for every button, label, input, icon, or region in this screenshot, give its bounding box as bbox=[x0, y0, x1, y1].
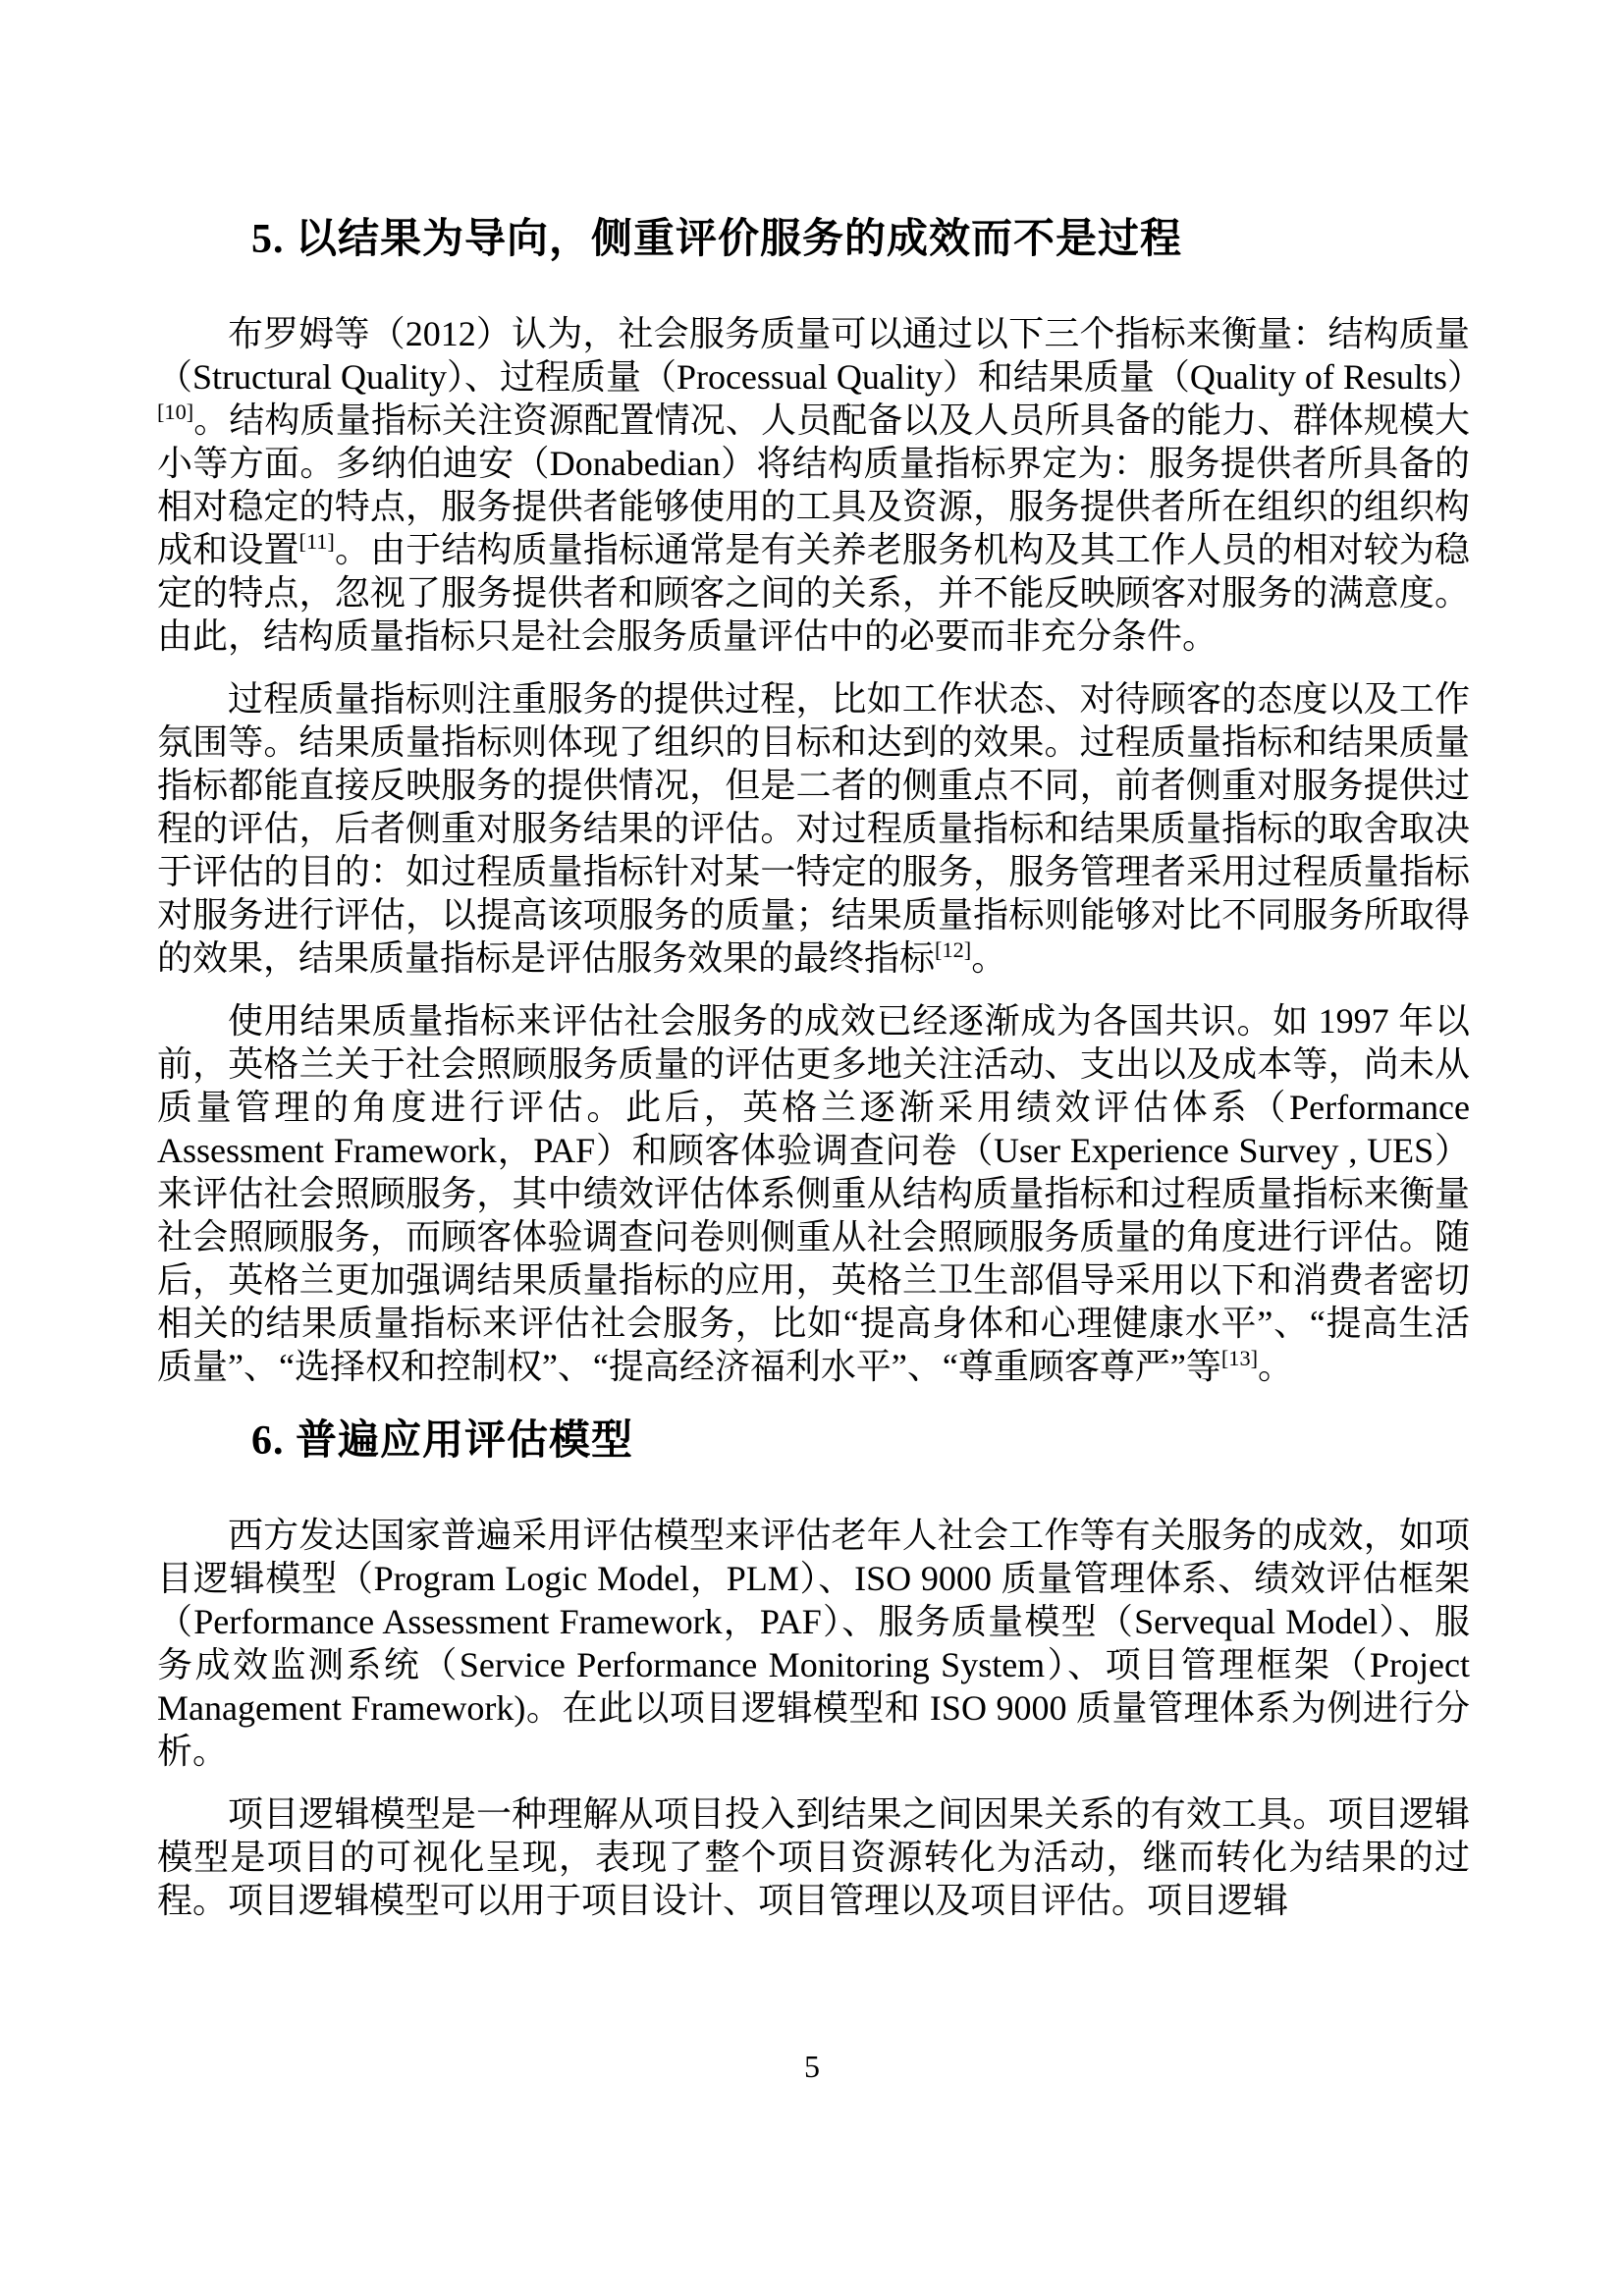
paragraph: 过程质量指标则注重服务的提供过程，比如工作状态、对待顾客的态度以及工作氛围等。结果质量指标则体现了组织的目标和达到的效果。过程质量指标和结果质量指标都能直接反映服务的提供情况，但是二者的侧重点不同，前者侧重对服务提供过程的评估，后者侧重对服务结果的评估。对过程质量指标和结果质量指标的取舍取决于评估的目的：如过程质量指标针对某一特定的服务，服务管理者采用过程质量指标对服务进行评估，以提高该项服务的质量；结果质量指标则能够对比不同服务所取得的效果，结果质量指标是评估服务效果的最终指标[12]。 bbox=[157, 679, 1470, 978]
paragraph: 布罗姆等（2012）认为，社会服务质量可以通过以下三个指标来衡量：结构质量（Structural Quality）、过程质量（Processual Quality）和结果质量（Quality of Results）[10]。结构质量指标关注资源配置情况、人员配备以及人员所具备的能力、群体规模大小等方面。多纳伯迪安（Donabedian）将结构质量指标界定为：服务提供者所具备的相对稳定的特点，服务提供者能够使用的工具及资源，服务提供者所在组织的组织构成和设置[11]。由于结构质量指标通常是有关养老服务机构及其工作人员的相对较为稳定的特点，忽视了服务提供者和顾客之间的关系，并不能反映顾客对服务的满意度。由此，结构质量指标只是社会服务质量评估中的必要而非充分条件。 bbox=[157, 314, 1483, 656]
section-heading-6: 6. 普遍应用评估模型 bbox=[251, 1418, 634, 1464]
page-content bbox=[157, 214, 1483, 1942]
paragraph: 使用结果质量指标来评估社会服务的成效已经逐渐成为各国共识。如 1997 年以前，英格兰关于社会照顾服务质量的评估更多地关注活动、支出以及成本等，尚未从质量管理的角度进行评估。此后，英格兰逐渐采用绩效评估体系（Performance Assessment Framework，PAF）和顾客体验调查问卷（User Experience Survey , UES）来评估社会照顾服务，其中绩效评估体系侧重从结构质量指标和过程质量指标来衡量社会照顾服务，而顾客体验调查问卷则侧重从社会照顾服务质量的角度进行评估。随后，英格兰更加强调结果质量指标的应用，英格兰卫生部倡导采用以下和消费者密切相关的结果质量指标来评估社会服务，比如“提高身体和心理健康水平”、“提高生活质量”、“选择权和控制权”、“提高经济福利水平”、“尊重顾客尊严”等[13]。 bbox=[157, 1001, 1470, 1386]
paragraph: 项目逻辑模型是一种理解从项目投入到结果之间因果关系的有效工具。项目逻辑模型是项目的可视化呈现，表现了整个项目资源转化为活动，继而转化为结果的过程。项目逻辑模型可以用于项目设计、项目管理以及项目评估。项目逻辑 bbox=[157, 1794, 1470, 1920]
paragraph: 西方发达国家普遍采用评估模型来评估老年人社会工作等有关服务的成效，如项目逻辑模型（Program Logic Model，PLM）、ISO 9000 质量管理体系、绩效评估框架（Performance Assessment Framework，PAF）、服务质量模型（Servequal Model）、服务成效监测系统（Service Performance Monitoring System）、项目管理框架（Project Management Framework)。在此以项目逻辑模型和 ISO 9000 质量管理体系为例进行分析。 bbox=[157, 1516, 1470, 1771]
page-number: 5 bbox=[804, 2049, 820, 2084]
section-heading-5: 5. 以结果为导向，侧重评价服务的成效而不是过程 bbox=[251, 217, 1183, 262]
